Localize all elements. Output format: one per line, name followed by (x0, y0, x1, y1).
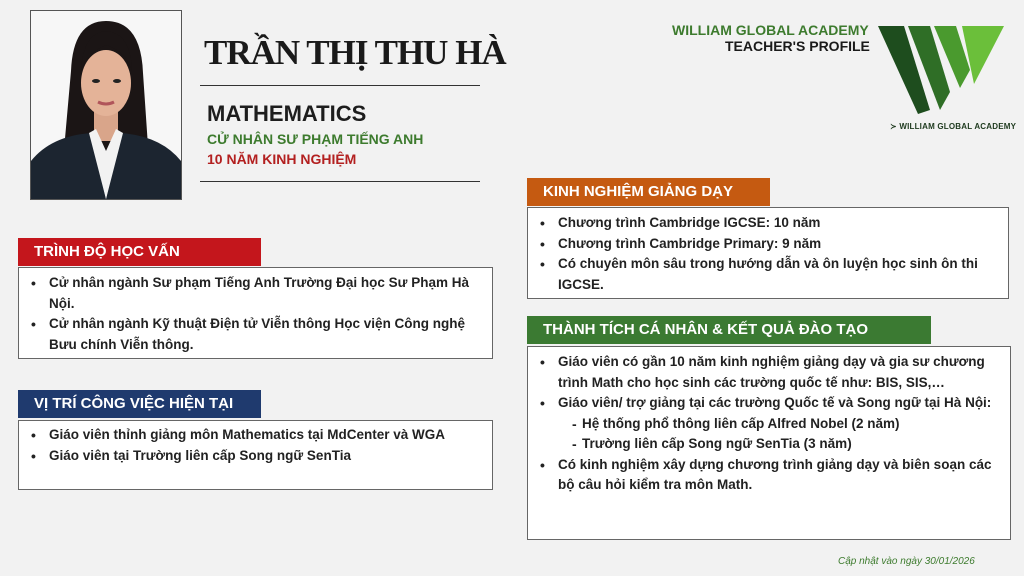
academy-logo-icon (878, 22, 1006, 118)
list-item: • Giáo viên thỉnh giảng môn Mathematics tại MdCenter và WGA (25, 425, 484, 446)
list-subitem: - Hệ thống phổ thông liên cấp Alfred Nobel (2 năm) (534, 414, 1002, 435)
update-date: Cập nhật vào ngày 30/01/2026 (838, 556, 975, 567)
list-item: • Chương trình Cambridge Primary: 9 năm (534, 234, 1000, 255)
teaching-subject: MATHEMATICS (207, 101, 367, 126)
teacher-photo (30, 10, 182, 200)
list-item: • Cử nhân ngành Kỹ thuật Điện tử Viễn thông Học viện Công nghệ Bưu chính Viễn thông. (25, 314, 484, 355)
list-item: • Có kinh nghiệm xây dựng chương trình giảng dạy và biên soạn các bộ câu hỏi kiểm tra môn Math. (534, 455, 1002, 496)
achievements-box (527, 346, 1011, 540)
list-item: • Giáo viên có gần 10 năm kinh nghiệm giảng dạy và gia sư chương trình Math cho học sinh các trường quốc tế như: BIS, SIS,… (534, 352, 1002, 393)
current-position-header: VỊ TRÍ CÔNG VIỆC HIỆN TẠI (18, 390, 261, 418)
experience-years: 10 NĂM KINH NGHIỆM (207, 151, 357, 167)
education-header: TRÌNH ĐỘ HỌC VẤN (18, 238, 261, 266)
achievements-header: THÀNH TÍCH CÁ NHÂN & KẾT QUẢ ĐÀO TẠO (527, 316, 931, 344)
list-subitem: - Trường liên cấp Song ngữ SenTia (3 năm) (534, 434, 1002, 455)
academy-name: WILLIAM GLOBAL ACADEMY (672, 22, 869, 38)
teaching-experience-header: KINH NGHIỆM GIẢNG DẠY (527, 178, 770, 206)
education-box (18, 267, 493, 359)
list-item: • Có chuyên môn sâu trong hướng dẫn và ôn luyện học sinh ôn thi IGCSE. (534, 254, 1000, 295)
degree-title: CỬ NHÂN SƯ PHẠM TIẾNG ANH (207, 131, 424, 147)
list-item: • Cử nhân ngành Sư phạm Tiếng Anh Trường Đại học Sư Phạm Hà Nội. (25, 273, 484, 314)
profile-divider (200, 181, 480, 182)
current-position-box (18, 420, 493, 490)
list-item: • Giáo viên tại Trường liên cấp Song ngữ SenTia (25, 446, 484, 467)
profile-label: TEACHER'S PROFILE (725, 38, 870, 54)
list-item: • Chương trình Cambridge IGCSE: 10 năm (534, 213, 1000, 234)
teaching-experience-box (527, 207, 1009, 299)
logo-caption: ≻ WILLIAM GLOBAL ACADEMY (890, 122, 1017, 131)
list-item: • Giáo viên/ trợ giảng tại các trường Quốc tế và Song ngữ tại Hà Nội: (534, 393, 1002, 414)
name-divider (200, 85, 480, 86)
teacher-name: TRẦN THỊ THU HÀ (204, 33, 506, 72)
